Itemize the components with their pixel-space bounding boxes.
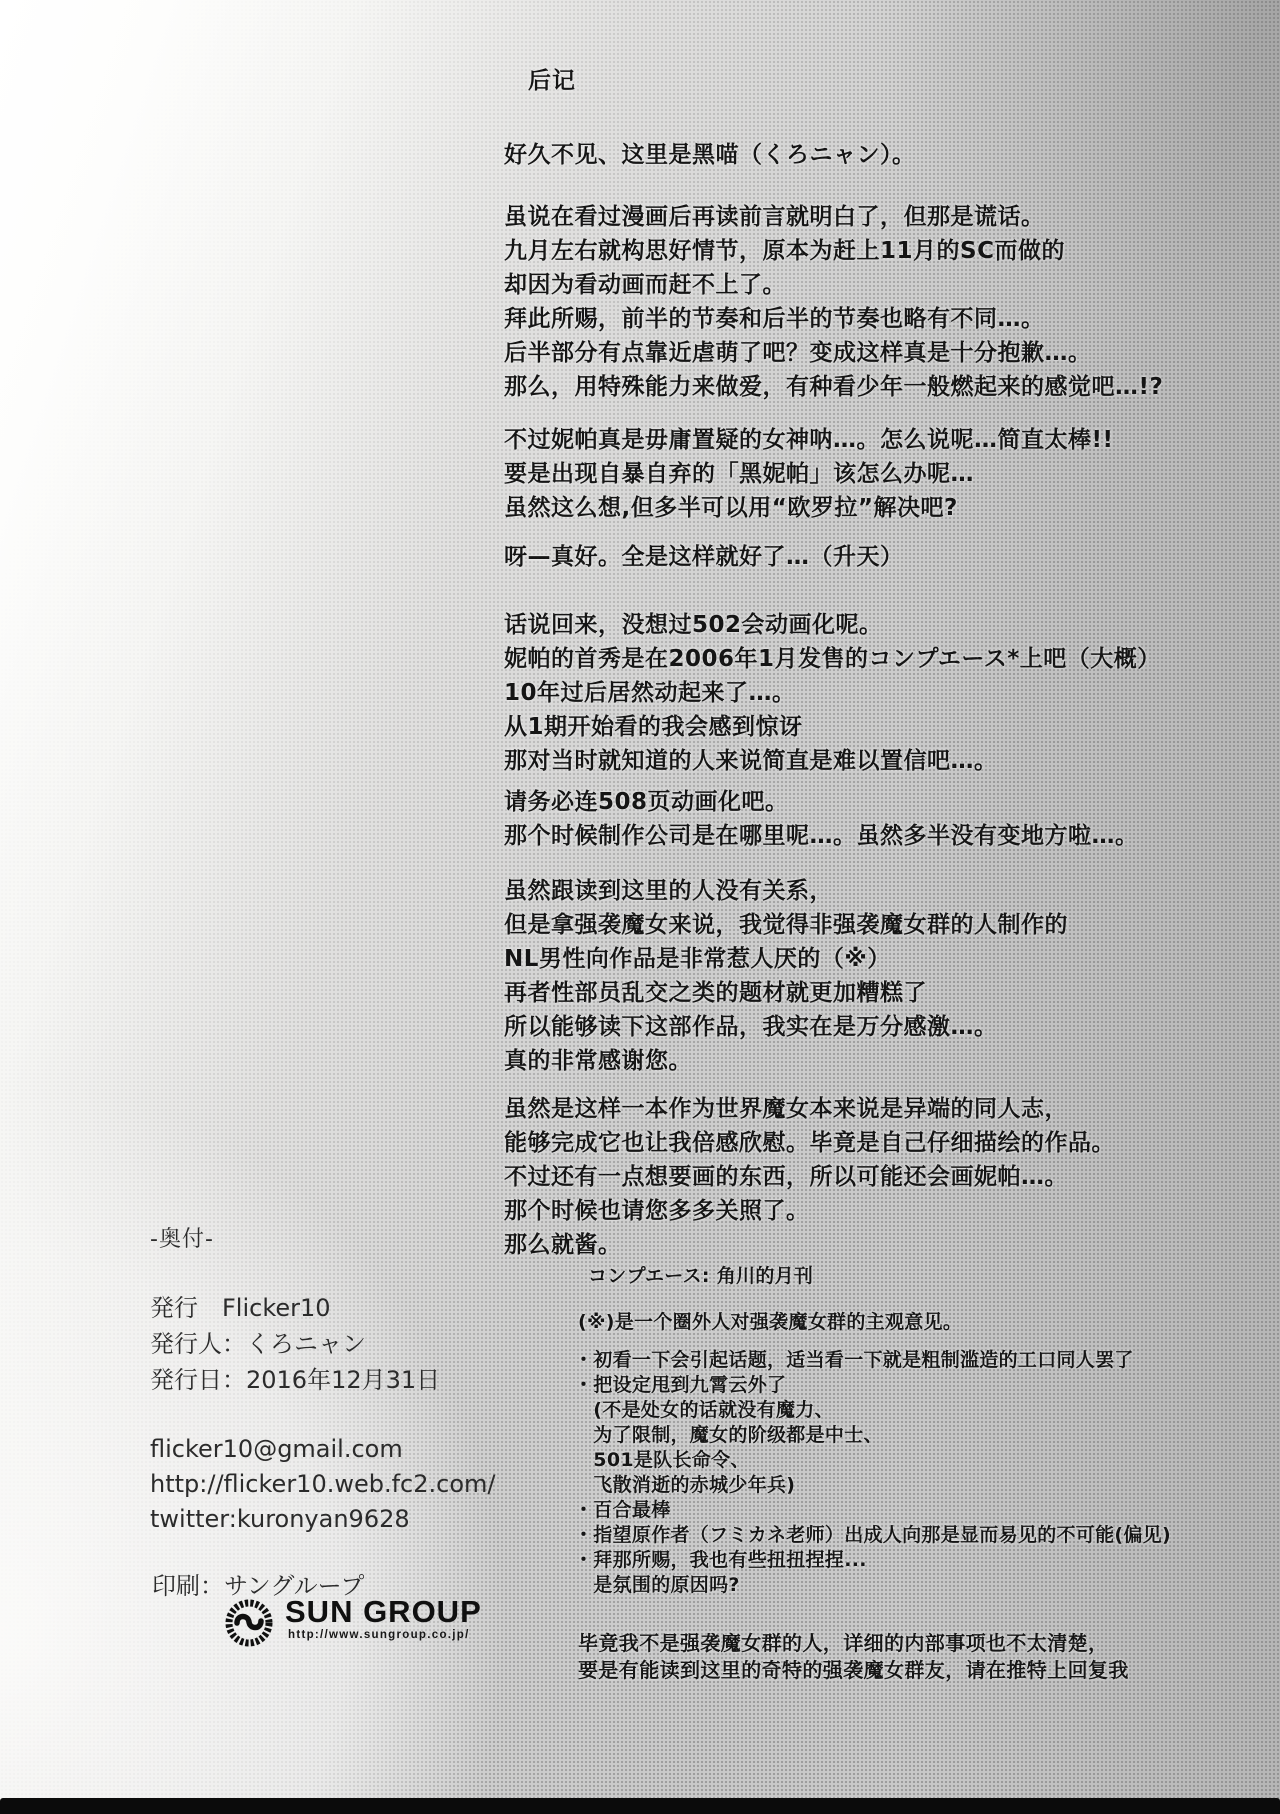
text-line: 10年过后居然动起来了…。 bbox=[504, 680, 796, 706]
text-line: 再者性部员乱交之类的题材就更加糟糕了 bbox=[504, 980, 927, 1006]
afterword-title: 后记 bbox=[528, 68, 576, 94]
text-line: 毕竟我不是强袭魔女群的人，详细的内部事项也不太清楚， bbox=[578, 1631, 1109, 1655]
sun-group-logo-url: http://www.sungroup.co.jp/ bbox=[288, 1629, 470, 1641]
afterword-paragraph-ascension bbox=[504, 540, 904, 574]
colophon-print-line: 印刷：サングループ bbox=[152, 1572, 365, 1600]
text-line: 発行 Flicker10 bbox=[150, 1294, 331, 1322]
sun-group-logo bbox=[222, 1596, 482, 1654]
text-line: 那么，用特殊能力来做爱，有种看少年一般燃起来的感觉吧…!? bbox=[504, 374, 1164, 400]
note-magazine: コンプエース: 角川的月刊 bbox=[588, 1265, 814, 1287]
text-line: 是氛围的原因吗? bbox=[574, 1574, 740, 1596]
text-line: 好久不见、这里是黑喵（くろニャン）。 bbox=[504, 142, 916, 168]
text-line: 発行人：くろニャン bbox=[150, 1330, 366, 1358]
text-line: 那对当时就知道的人来说简直是难以置信吧…。 bbox=[504, 748, 998, 774]
text-line: 话说回来，没想过502会动画化呢。 bbox=[504, 612, 883, 638]
text-line: 却因为看动画而赶不上了。 bbox=[504, 272, 786, 298]
colophon-publisher-block bbox=[150, 1290, 440, 1398]
text-line: 虽说在看过漫画后再读前言就明白了，但那是谎话。 bbox=[504, 204, 1045, 230]
text-line: 从1期开始看的我会感到惊讶 bbox=[504, 714, 803, 740]
text-line: NL男性向作品是非常惹人厌的（※） bbox=[504, 946, 891, 972]
text-line: ・指望原作者（フミカネ老师）出成人向那是显而易见的不可能(偏见) bbox=[574, 1524, 1171, 1546]
afterword-paragraph-greeting bbox=[504, 138, 916, 172]
text-line: flicker10@gmail.com bbox=[150, 1435, 403, 1463]
afterword-paragraph-508 bbox=[504, 785, 1139, 853]
text-line: ・初看一下会引起话题，适当看一下就是粗制滥造的工口同人罢了 bbox=[574, 1349, 1134, 1371]
scan-edge-bottom bbox=[0, 1798, 1280, 1814]
afterword-paragraph-schedule bbox=[504, 200, 1163, 404]
text-line: 妮帕的首秀是在2006年1月发售的コンプエース*上吧（大概） bbox=[504, 646, 1161, 672]
text-line: 虽然这么想,但多半可以用“欧罗拉”解决吧? bbox=[504, 495, 958, 521]
text-line: 呀—真好。全是这样就好了…（升天） bbox=[504, 544, 904, 570]
text-line: 飞散消逝的赤城少年兵) bbox=[574, 1474, 796, 1496]
text-line: 拜此所赐，前半的节奏和后半的节奏也略有不同…。 bbox=[504, 306, 1045, 332]
colophon-contact-block bbox=[150, 1432, 496, 1537]
text-line: 请务必连508页动画化吧。 bbox=[504, 789, 789, 815]
text-line: 真的非常感谢您。 bbox=[504, 1048, 692, 1074]
text-line: 那么就酱。 bbox=[504, 1232, 622, 1258]
text-line: twitter:kuronyan9628 bbox=[150, 1505, 410, 1533]
text-line: 能够完成它也让我倍感欣慰。毕竟是自己仔细描绘的作品。 bbox=[504, 1130, 1115, 1156]
text-line: 発行日：2016年12月31日 bbox=[150, 1366, 441, 1394]
afterword-paragraph-anime bbox=[504, 608, 1161, 778]
text-line: 要是有能读到这里的奇特的强袭魔女群友，请在推特上回复我 bbox=[578, 1658, 1129, 1682]
sun-group-logo-text bbox=[285, 1596, 482, 1641]
sun-group-logo-name: SUN GROUP bbox=[285, 1594, 482, 1629]
text-line: 但是拿强袭魔女来说，我觉得非强袭魔女群的人制作的 bbox=[504, 912, 1068, 938]
text-line: ・百合最棒 bbox=[574, 1499, 671, 1521]
note-disclaimer: (※)是一个圈外人对强袭魔女群的主观意见。 bbox=[578, 1311, 963, 1333]
colophon-heading: -奥付- bbox=[150, 1227, 214, 1252]
text-line: 九月左右就构思好情节，原本为赶上11月的SC而做的 bbox=[504, 238, 1065, 264]
text-line: 虽然是这样一本作为世界魔女本来说是异端的同人志， bbox=[504, 1096, 1068, 1122]
text-line: 不过还有一点想要画的东西，所以可能还会画妮帕…。 bbox=[504, 1164, 1068, 1190]
text-line: 那个时候也请您多多关照了。 bbox=[504, 1198, 810, 1224]
text-line: 后半部分有点靠近虐萌了吧？变成这样真是十分抱歉…。 bbox=[504, 340, 1092, 366]
text-line: 501是队长命令、 bbox=[574, 1449, 750, 1471]
afterword-paragraph-nipa bbox=[504, 423, 1113, 525]
text-line: 不过妮帕真是毋庸置疑的女神呐…。怎么说呢…简直太棒!! bbox=[504, 427, 1114, 453]
text-line: 虽然跟读到这里的人没有关系， bbox=[504, 878, 833, 904]
note-bullet-list bbox=[574, 1348, 1171, 1598]
text-line: ・拜那所赐，我也有些扭扭捏捏... bbox=[574, 1549, 867, 1571]
text-line: ・把设定甩到九霄云外了 bbox=[574, 1374, 787, 1396]
text-line: 要是出现自暴自弃的「黑妮帕」该怎么办呢… bbox=[504, 461, 974, 487]
afterword-paragraph-closing bbox=[504, 1092, 1115, 1262]
note-closing-block bbox=[578, 1630, 1129, 1684]
text-line: 为了限制，魔女的阶级都是中士、 bbox=[574, 1424, 883, 1446]
text-line: (不是处女的话就没有魔力、 bbox=[574, 1399, 834, 1421]
text-line: 所以能够读下这部作品，我实在是万分感激…。 bbox=[504, 1014, 998, 1040]
sun-group-logo-icon bbox=[222, 1596, 276, 1654]
afterword-paragraph-thanks bbox=[504, 874, 1068, 1078]
text-line: 那个时候制作公司是在哪里呢…。虽然多半没有变地方啦…。 bbox=[504, 823, 1139, 849]
text-line: http://flicker10.web.fc2.com/ bbox=[150, 1470, 496, 1498]
